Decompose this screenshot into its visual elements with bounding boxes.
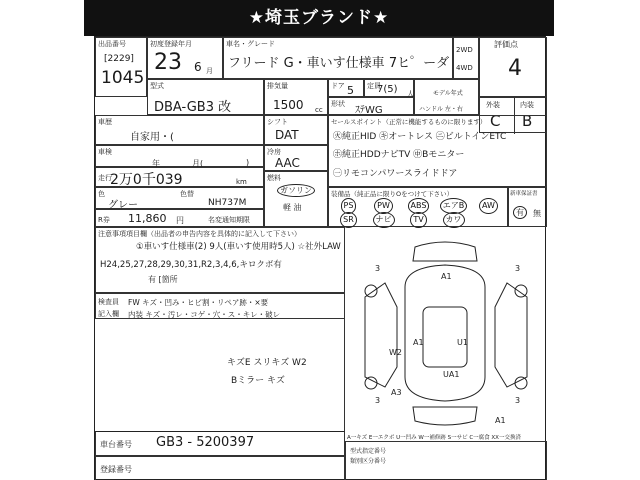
recycle-label: R券 [98,216,110,224]
damage-mark: A1 [441,272,452,281]
damage-diagram [345,227,547,431]
lot-bracket: [2229] [104,54,134,64]
fuel-diesel: 軽 油 [283,203,302,212]
seats-value: 7(5) [377,84,398,95]
doors-label: ドア [331,82,345,90]
equipment-label: 装備品（純正品に限りOをつけて下さい） [331,190,454,198]
new-warranty-none: 無 [533,209,541,218]
reg-box [95,456,345,480]
damage-mark: A1 [413,338,424,347]
car-rear [413,407,477,425]
auction-sheet [94,36,546,480]
use-label: 車歴 [98,118,112,126]
damage-legend: A一キズ E一エクボ U一凹み W一補修跡 S一サビ C一腐食 XX一交換済 [347,435,521,441]
int-grade: B [522,112,533,130]
displacement-label: 排気量 [267,82,288,90]
damage-mark: A1 [495,416,506,425]
mileage-label: 走行 [98,174,112,182]
displacement-value: 1500 [273,98,304,112]
damage-mark: UA1 [443,370,460,379]
drive-box [453,37,479,79]
check-label: 検査員 [98,298,119,306]
body-value: ｽﾃWG [355,105,383,116]
equipment-item: PW [366,198,401,212]
inspection-year: 年 [152,159,160,168]
chassis-label: 車台番号 [100,440,132,449]
inspector-note-1: キズE スリキズ W2 [227,358,307,368]
rating-value: 4 [508,56,522,81]
mileage-unit: km [236,178,247,186]
equipment-item: エアB [436,198,471,212]
sales-label: セールスポイント（正常に機能するものに限ります） [331,118,487,126]
seats-unit: 人 [407,90,414,98]
drive-4wd: 4WD [456,64,473,72]
damage-mark: U1 [457,338,468,347]
model-change-box [414,79,479,115]
ac-value: AAC [275,156,300,170]
damage-mark: A3 [391,388,402,397]
ac-label: 冷房 [267,148,281,156]
lot-number: 1045 [101,68,145,88]
equipment-grid [331,198,507,226]
shift-box [264,115,328,145]
body-label: 形状 [331,100,345,108]
car-name: フリード G・車いす仕様車 7ヒ゜ーダ [228,56,450,71]
sales-box [328,115,547,187]
model-change-label: モデル年式 [433,90,463,97]
inspection-label: 車検 [98,148,112,156]
recycle-unit: 円 [176,216,184,225]
new-warranty-box [508,187,547,227]
chassis-box [95,431,345,456]
seats-label: 定員 [367,82,381,90]
damage-mark: W2 [389,348,402,357]
mileage-value: 2万0千039 [110,172,183,188]
ext-grade: C [490,112,501,130]
chassis-number: GB3 - 5200397 [156,435,255,450]
class-label: 類別区分番号 [350,458,387,465]
equipment-item [471,212,506,226]
equipment-item: ナビ [366,212,401,226]
auth-box [345,441,547,480]
displacement-unit: cc [315,106,323,114]
model-code: DBA-GB3 改 [154,100,232,115]
car-front [413,242,477,261]
lot-box [95,37,147,97]
note-line-2: H24,25,27,28,29,30,31,R2,3,4,6,キロクボ有 [100,260,282,270]
lot-label: 出品番号 [98,40,126,48]
inspector-note-2: Bミラー キズ [231,376,285,386]
mileage-box [95,167,264,187]
sales-line-2: ㋭純正HDDナビTV ㊥Bモニター [333,150,465,160]
fuel-box [264,171,328,227]
auth-label: 型式指定番号 [350,448,387,455]
fuel-gas: ガソリン [277,184,315,197]
transfer-label: 名変通知期限 [208,216,250,224]
equipment-item: カワ [436,212,471,226]
model-box [147,79,264,115]
color-label: 色 [98,190,105,198]
recycle-box [95,209,264,227]
doors-value: 5 [347,84,354,97]
month-unit: 月 [206,67,213,75]
ac-box [264,145,328,171]
sales-line-1: ㊋純正HID ㋖オートレス ㋥ビルトインETC [333,132,507,142]
recycle-value: 11,860 [128,212,167,225]
int-label: 内装 [520,101,534,109]
equipment-item: PS [331,198,366,212]
car-roof [423,307,467,367]
inspection-box [95,145,264,167]
color-box [95,187,264,209]
doors-box [328,79,364,97]
car-outline-top [405,265,485,401]
damage-mark: 3 [515,264,521,273]
page-title: ★埼玉ブランド★ [84,0,554,36]
reg-month: 6 [194,60,202,74]
model-label: 型式 [150,82,164,90]
color-no-label: 色替 [180,190,194,198]
first-reg-label: 初度登録年月 [150,40,192,48]
seats-box [364,79,414,97]
new-warranty-label: 新車保証書 [510,191,538,197]
equipment-item: ABS [401,198,436,212]
shift-label: シフト [267,118,288,126]
equipment-item: TV [401,212,436,226]
ext-label: 外装 [486,101,500,109]
shift-value: DAT [275,128,299,142]
car-side-left [365,283,397,387]
notes-box [95,227,345,293]
entry-row: 内装 キズ・汚レ・コゲ・穴・ス・キレ・破レ [128,310,281,319]
inspection-month: 月( [192,159,204,168]
entry-label: 記入欄 [98,310,119,318]
steering-label: ハンドル 左・右 [419,106,463,113]
damage-mark: 3 [375,264,381,273]
fuel-label: 燃料 [267,174,281,182]
use-box [95,115,264,145]
body-box [328,97,414,115]
car-side-right [495,283,527,387]
note-line-3: 有 [箇所 [148,275,178,284]
first-reg-box [147,37,223,79]
inspection-close: ) [246,158,250,167]
rating-label: 評価点 [494,40,518,49]
color-no: NH737M [208,198,247,208]
note-line-1: ①車いす仕様車(2) 9人(車いす使用時5人) ☆社外LAW [136,242,341,252]
check-row: FW キズ・凹み・ヒビ割・リペア跡・×要 [128,298,269,307]
check-box [95,293,345,319]
damage-mark: 3 [515,396,521,405]
notes-title: 注意事項項目欄（出品者の申告内容を具体的に記入して下さい） [98,230,301,238]
use-value: 自家用・( [130,132,174,143]
new-warranty-mark: 有 [513,206,527,219]
inspector-notes [95,319,345,431]
drive-2wd: 2WD [456,46,473,54]
car-name-label: 車名・グレード [226,40,275,48]
equipment-box [328,187,508,227]
reg-year: 23 [154,50,182,75]
rating-box [479,37,547,97]
equipment-item: AW [471,198,506,212]
color-value: グレー [108,200,138,211]
equipment-item: SR [331,212,366,226]
damage-mark: 3 [375,396,381,405]
displacement-box [264,79,328,115]
reg-label: 登録番号 [100,465,132,474]
car-name-box [223,37,453,79]
sales-line-3: ㊀リモコンパワースライドドア [333,169,458,179]
